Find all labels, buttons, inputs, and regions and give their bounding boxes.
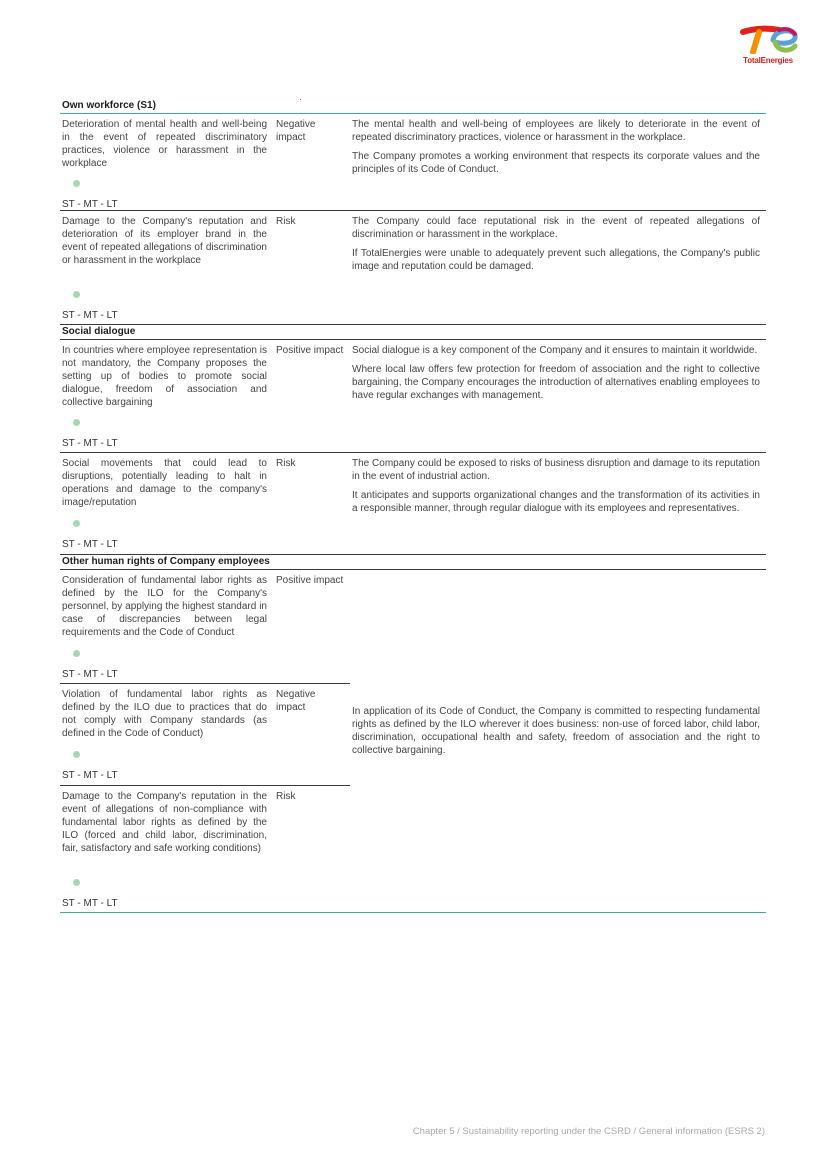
merged-group [60, 570, 766, 912]
description-paragraph: It anticipates and supports organizational changes and the transformation of its activities in a responsible manner, through regular dialogue with its employees and representatives. [352, 490, 760, 514]
status-dot [73, 291, 80, 298]
row-type: Negative impact [276, 689, 316, 713]
table-row [60, 570, 766, 683]
status-dot [73, 879, 80, 886]
time-horizon: ST - MT - LT [62, 539, 118, 550]
table-row [60, 211, 766, 324]
description-paragraph: The mental health and well-being of employees are likely to deteriorate in the event of repeated discriminatory practices, violence or harassment in the workplace. [352, 119, 760, 143]
time-horizon: ST - MT - LT [62, 199, 118, 210]
row-topic: Damage to the Company's reputation and deterioration of its employer brand in the event of repeated allegations of discrimination or harassment in the workplace [62, 216, 267, 266]
section-title-social-dialogue: Social dialogue [62, 326, 136, 337]
status-dot [73, 419, 80, 426]
page-footer: Chapter 5 / Sustainability reporting under the CSRD / General information (ESRS 2) [412, 1126, 765, 1137]
status-dot [73, 650, 80, 657]
row-topic: In countries where employee representation is not mandatory, the Company proposes the setting up of bodies to promote social dialogue, freedom of association and collective bargaining [62, 345, 267, 408]
time-horizon: ST - MT - LT [62, 310, 118, 321]
section-title-own-workforce: Own workforce (S1) [62, 100, 156, 111]
row-topic: Violation of fundamental labor rights as defined by the ILO due to practices that do not comply with Company standards (as defined in the Code of Conduct) [62, 689, 267, 739]
table-row [60, 453, 766, 554]
description-paragraph: The Company could face reputational risk in the event of repeated allegations of discrimination or harassment in the workplace. [352, 216, 760, 240]
description-paragraph: The Company promotes a working environment that respects its corporate values and the principles of its Code of Conduct. [352, 151, 760, 175]
row-description [352, 118, 760, 182]
row-type: Risk [276, 458, 296, 469]
description-paragraph: The Company could be exposed to risks of business disruption and damage to its reputation in the event of industrial action. [352, 458, 760, 482]
time-horizon: ST - MT - LT [62, 898, 118, 909]
logo-wordmark: TotalEnergies [743, 56, 793, 65]
status-dot [73, 520, 80, 527]
row-topic: Consideration of fundamental labor rights as defined by the ILO for the Company's personnel, by applying the highest standard in case of discrepancies between legal requirements and the Code of Conduct [62, 575, 267, 638]
time-horizon: ST - MT - LT [62, 770, 118, 781]
row-type: Negative impact [276, 119, 316, 143]
description-paragraph: If TotalEnergies were unable to adequately prevent such allegations, the Company's public image and reputation could be damaged. [352, 248, 760, 272]
description-paragraph: Social dialogue is a key component of the Company and it ensures to maintain it worldwide. [352, 345, 758, 356]
merged-description: In application of its Code of Conduct, the Company is committed to respecting fundamental rights as defined by the ILO wherever it does business: non-use of forced labor, child labor, discrimination, occupational health and safety, freedom of association and the right to collective bargaining. [352, 706, 760, 756]
table-row [60, 786, 766, 912]
time-horizon: ST - MT - LT [62, 438, 118, 449]
materiality-table [60, 96, 766, 913]
row-topic: Social movements that could lead to disruptions, potentially leading to halt in operations and damage to the company's image/reputation [62, 458, 267, 508]
totalenergies-logo-icon [739, 22, 799, 54]
status-dot [73, 751, 80, 758]
section-title-human-rights: Other human rights of Company employees [62, 556, 270, 567]
row-type: Positive impact [276, 575, 344, 586]
row-type: Positive impact [276, 345, 344, 356]
description-paragraph: Where local law offers few protection for freedom of association and the right to collective bargaining, the Company encourages the introduction of alternatives enabling employees to have regular exchanges with management. [352, 364, 760, 401]
row-description [352, 457, 760, 521]
table-row [60, 340, 766, 452]
row-type: Risk [276, 791, 296, 802]
status-dot [73, 180, 80, 187]
row-type: Risk [276, 216, 296, 227]
totalenergies-logo [735, 22, 801, 68]
table-bottom-rule [60, 912, 766, 913]
row-description [352, 344, 760, 408]
time-horizon: ST - MT - LT [62, 669, 118, 680]
row-topic: Deterioration of mental health and well-being in the event of repeated discriminatory practices, violence or harassment in the workplace [62, 119, 267, 169]
table-row [60, 114, 766, 210]
row-description [352, 215, 760, 279]
row-topic: Damage to the Company's reputation in the event of allegations of non-compliance with fundamental labor rights as defined by the ILO (forced and child labor, discrimination, fair, satisfactory and safe working conditions) [62, 791, 267, 854]
